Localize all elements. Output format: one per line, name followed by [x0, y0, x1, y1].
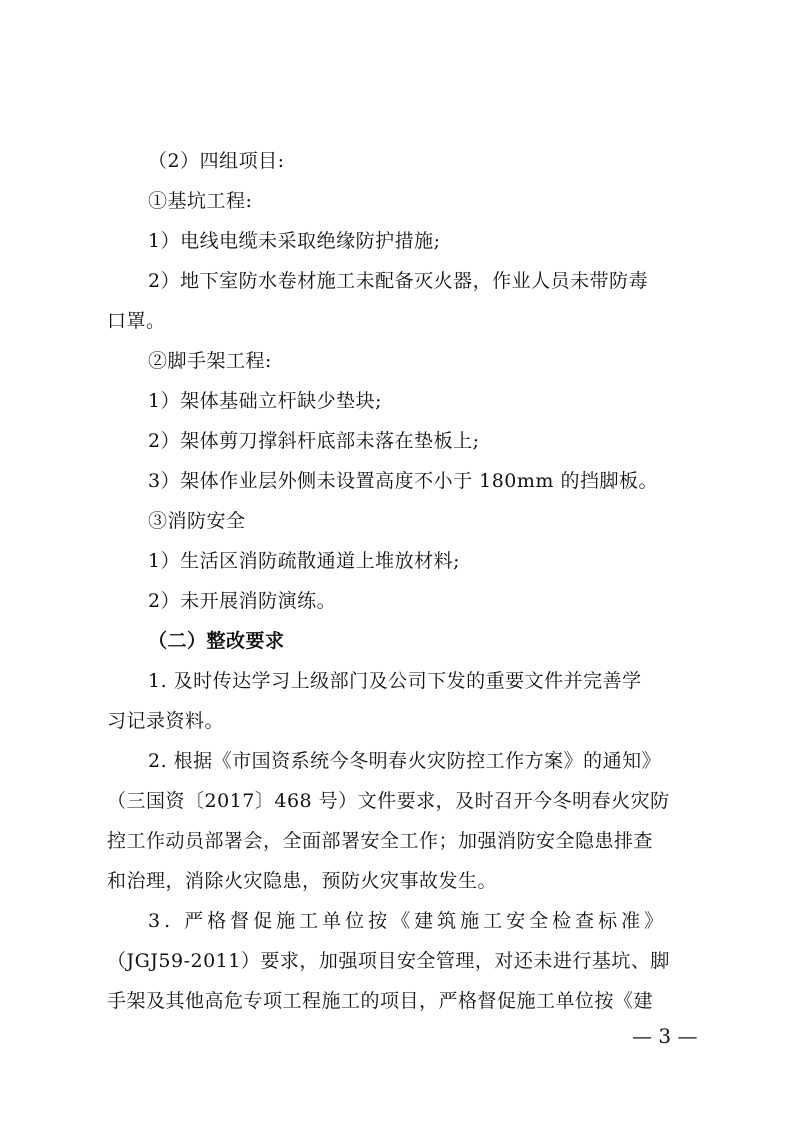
list-item: 1）电线电缆未采取绝缘防护措施;: [148, 230, 441, 252]
paragraph-line: 习记录资料。: [107, 710, 225, 732]
list-item: 1）架体基础立杆缺少垫块;: [148, 390, 382, 412]
paragraph-line: （JGJ59-2011）要求，加强项目安全管理，对还未进行基坑、脚: [107, 950, 670, 972]
paragraph-line: 2. 根据《市国资系统今冬明春火灾防控工作方案》的通知》: [148, 750, 662, 772]
list-item-continuation: 口罩。: [107, 310, 166, 332]
list-item: 2）未开展消防演练。: [148, 590, 337, 612]
subheading-scaffolding: ②脚手架工程:: [148, 350, 272, 372]
paragraph-line: 3. 严格督促施工单位按《建筑施工安全检查标准》: [148, 910, 668, 932]
paragraph-line: 和治理，消除火灾隐患，预防火灾事故发生。: [107, 870, 498, 892]
page-number: — 3 —: [632, 1024, 698, 1048]
paragraph-line: 1. 及时传达学习上级部门及公司下发的重要文件并完善学: [148, 670, 642, 692]
paragraph-line: （三国资〔2017〕468 号）文件要求，及时召开今冬明春火灾防: [107, 790, 670, 812]
section-heading-group-four: （2）四组项目:: [148, 150, 285, 172]
list-item: 3）架体作业层外侧未设置高度不小于 180mm 的挡脚板。: [148, 470, 658, 492]
paragraph-line: 手架及其他高危专项工程施工的项目，严格督促施工单位按《建: [107, 990, 654, 1012]
subheading-foundation-pit: ①基坑工程:: [148, 190, 253, 212]
paragraph-line: 控工作动员部署会，全面部署安全工作；加强消防安全隐患排查: [107, 830, 654, 852]
list-item: 1）生活区消防疏散通道上堆放材料;: [148, 550, 460, 572]
list-item: 2）架体剪刀撑斜杆底部未落在垫板上;: [148, 430, 480, 452]
list-item: 2）地下室防水卷材施工未配备灭火器，作业人员未带防毒: [148, 270, 649, 292]
section-heading-rectification: （二）整改要求: [148, 630, 285, 652]
subheading-fire-safety: ③消防安全: [148, 510, 246, 532]
